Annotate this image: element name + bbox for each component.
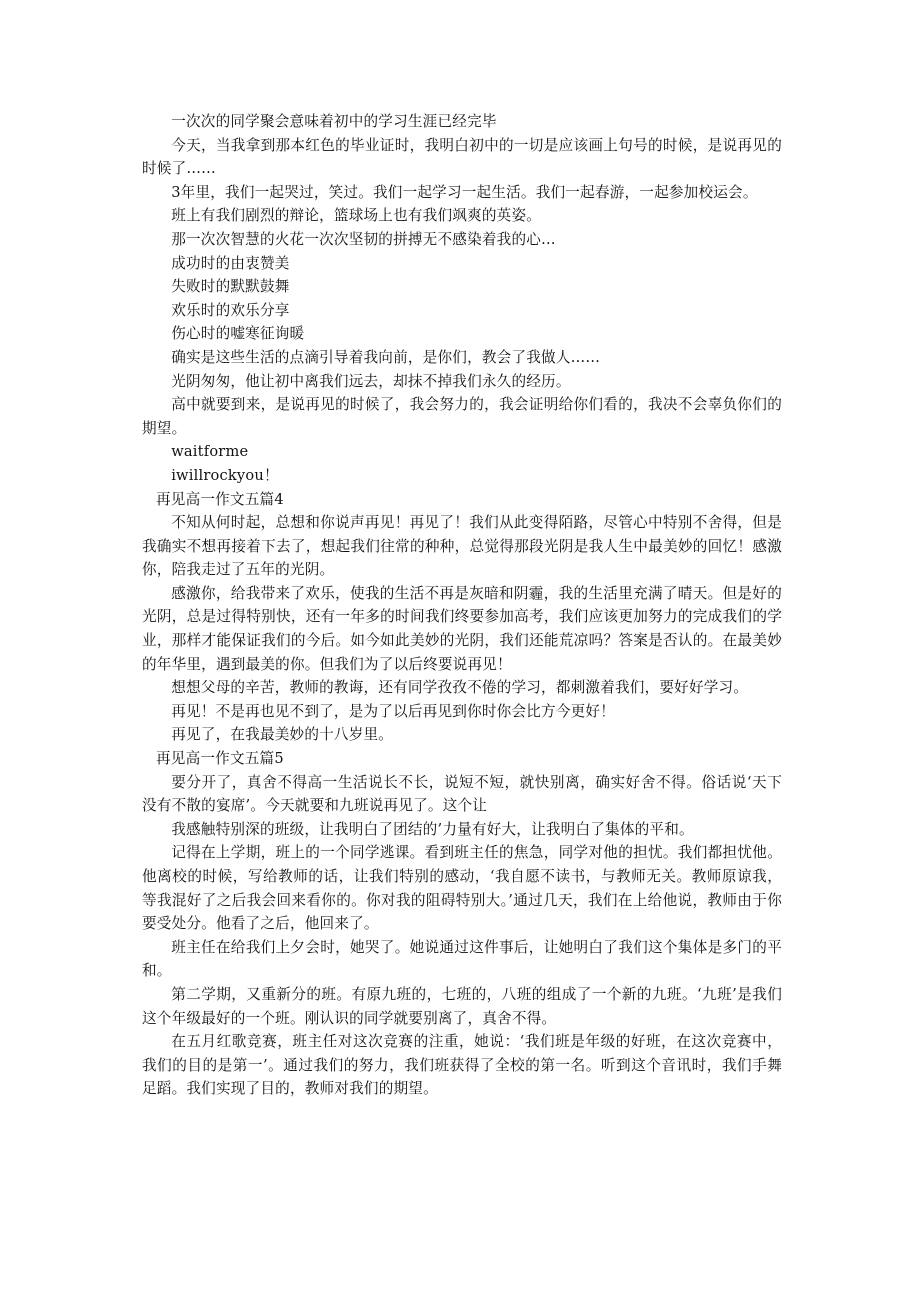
paragraph: 在五月红歌竞赛，班主任对这次竞赛的注重，她说：‘我们班是年级的好班，在这次竞赛中，我们的目的是第一’。通过我们的努力，我们班获得了全校的第一名。听到这个音讯时，我们手舞足蹈。我们实现了目的，教师对我们的期望。 (142, 1033, 782, 1098)
paragraph: 伤心时的嘘寒征询暖 (171, 325, 305, 343)
paragraph: 记得在上学期，班上的一个同学逃课。看到班主任的焦急，同学对他的担忧。我们都担忧他。他离校的时候，写给教师的话，让我们特别的感动，‘我自愿不读书，与教师无关。教师原谅我，等我混好了之后我会回来看你的。你对我的阻碍特别大。’通过几天，我们在上给他说，教师由于你要受处分。他看了之后，他回来了。 (142, 844, 782, 933)
paragraph: waitforme (171, 443, 249, 461)
paragraph: 感激你，给我带来了欢乐，使我的生活不再是灰暗和阴霾，我的生活里充满了晴天。但是好的光阴，总是过得特别快，还有一年多的时间我们终要参加高考，我们应该更加努力的完成我们的学业，那样才能保证我们的今后。如今如此美妙的光阴，我们还能荒凉吗？答案是否认的。在最美妙的年华里，遇到最美的你。但我们为了以后终要说再见！ (142, 584, 782, 673)
paragraph: 第二学期，又重新分的班。有原九班的，七班的，八班的组成了一个新的九班。‘九班’是我们这个年级最好的一个班。刚认识的同学就要别离了，真舍不得。 (142, 985, 782, 1027)
paragraph: 光阴匆匆，他让初中离我们远去，却抹不掉我们永久的经历。 (171, 372, 571, 390)
paragraph: 失败时的默默鼓舞 (171, 278, 290, 296)
paragraph: 成功时的由衷赞美 (171, 254, 290, 272)
paragraph: 再见了，在我最美妙的十八岁里。 (171, 726, 394, 744)
section-heading-4: 再见高一作文五篇4 (156, 490, 284, 508)
paragraph: 我感触特别深的班级，让我明白了团结的’力量有好大，让我明白了集体的平和。 (171, 820, 694, 838)
paragraph: 今天，当我拿到那本红色的毕业证时，我明白初中的一切是应该画上句号的时候，是说再见的时候了…… (142, 136, 782, 178)
paragraph: 高中就要到来，是说再见的时候了，我会努力的，我会证明给你们看的，我决不会辜负你们的期望。 (142, 396, 782, 437)
section-heading-5: 再见高一作文五篇5 (156, 750, 284, 768)
paragraph: 那一次次智慧的火花一次次坚韧的拼搏无不感染着我的心… (171, 230, 556, 248)
paragraph: iwillrockyou！ (171, 466, 279, 484)
paragraph: 3年里，我们一起哭过，笑过。我们一起学习一起生活。我们一起春游，一起参加校运会。 (171, 183, 758, 201)
paragraph: 确实是这些生活的点滴引导着我向前，是你们，教会了我做人…… (171, 348, 601, 366)
paragraph: 欢乐时的欢乐分享 (171, 301, 290, 319)
paragraph: 一次次的同学聚会意味着初中的学习生涯已经完毕 (171, 113, 497, 130)
paragraph: 不知从何时起，总想和你说声再见！再见了！我们从此变得陌路，尽管心中特别不舍得，但是我确实不想再接着下去了，想起我们往常的种种，总觉得那段光阴是我人生中最美妙的回忆！感激你，陪我走过了五年的光阴。 (142, 514, 782, 579)
paragraph: 要分开了，真舍不得高一生活说长不长，说短不短，就快别离，确实好舍不得。俗话说‘天下没有不散的宴席’。今天就要和九班说再见了。这个让 (142, 773, 782, 815)
paragraph: 班主任在给我们上夕会时，她哭了。她说通过这件事后，让她明白了我们这个集体是多门的平和。 (142, 938, 782, 980)
paragraph: 班上有我们剧烈的辩论，篮球场上也有我们飒爽的英姿。 (171, 207, 542, 225)
paragraph: 想想父母的辛苦，教师的教诲，还有同学孜孜不倦的学习，都刺激着我们，要好好学习。 (171, 679, 749, 697)
document-body (142, 110, 782, 1101)
paragraph: 再见！不是再也见不到了，是为了以后再见到你时你会比方今更好！ (171, 702, 616, 720)
